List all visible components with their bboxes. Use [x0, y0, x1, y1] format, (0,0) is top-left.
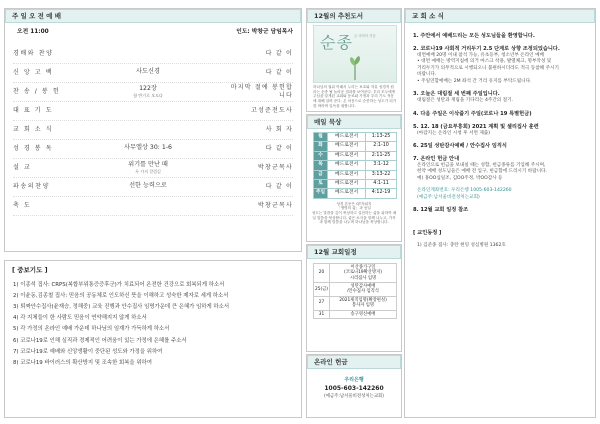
worship-row-label: 찬 송 / 봉 헌 — [13, 87, 61, 95]
news-item-account: (예금주:남서울비전성처는교회) — [417, 194, 480, 200]
worship-row-content — [71, 183, 225, 190]
worship-row — [13, 64, 293, 83]
schedule-row — [314, 296, 397, 310]
prayer-item: 5) 각 가정의 온라인 예배 가운데 하나님의 임재가 가득하게 하소서 — [13, 326, 170, 333]
news-item-account: 온라인계좌번호: 우리은행 1005-603-142260 — [417, 188, 512, 194]
member-news-title: [ 교인동정 ] — [413, 230, 442, 237]
prayer-title: [ 중보기도 ] — [12, 266, 48, 274]
bible-day: 주일 — [314, 189, 328, 198]
worship-row-label: 교 회 소 식 — [13, 125, 54, 133]
prayer-item: 7) 코로나19로 예배와 신앙생활이 중단된 성도와 가정을 위하여 — [13, 348, 163, 355]
offering-bank: 우리은행 — [344, 377, 364, 383]
worship-row — [13, 102, 293, 121]
book-cover-title: 순종 — [320, 33, 353, 52]
news-item-title: 4. 다음 주일은 이삭줍기 주일(코로나 19 특별헌금) — [413, 110, 532, 117]
news-item — [413, 188, 587, 201]
worship-row-content — [71, 145, 225, 152]
bible-book: 베드로전서 — [328, 151, 366, 160]
prayer-item: 8) 코로나19 바이러스의 확산방지 및 조속한 회복을 위하여 — [13, 360, 152, 367]
news-item-detail: 헌약 예배 성도님들은 예배 전 입구, 헌금함에 드리시기 바랍니다. — [417, 169, 547, 175]
worship-row-label: 경배와 찬양 — [13, 49, 54, 57]
bible-table — [313, 132, 397, 199]
bible-row — [314, 170, 397, 179]
worship-row-leader: 다 같 이 — [265, 144, 293, 152]
worship-row-label: 파송의찬양 — [13, 182, 50, 190]
news-header: 교 회 소 식 — [405, 9, 595, 23]
bible-row — [314, 142, 397, 151]
news-item-title: 6. 25일 성탄감사예배 / 안수집사 임직식 — [413, 143, 507, 150]
bible-reading-panel — [306, 114, 402, 242]
news-item-detail: (마감지는 온라인 시청 후 서면 제출) — [417, 130, 491, 136]
worship-row-content — [71, 86, 225, 98]
worship-row-leader: 다 같 이 — [265, 182, 293, 190]
worship-time: 오전 11:00 — [17, 29, 49, 35]
bible-row — [314, 133, 397, 142]
worship-row-leader: 박창군목사 — [258, 163, 293, 171]
worship-row-leader: 박창군목사 — [258, 201, 293, 209]
news-item-title: 8. 12월 교회 일정 참조 — [413, 207, 469, 214]
news-items — [405, 23, 595, 218]
news-item-title: 1. 주안에서 예배드리는 모든 성도님들을 환영합니다. — [413, 33, 535, 39]
schedule-panel — [306, 244, 402, 352]
bible-day: 수 — [314, 151, 328, 160]
news-item-title: 2. 코로나19 사회적 거리두기 2.5 단계로 상향 조정되었습니다. — [413, 46, 560, 53]
prayer-list — [5, 280, 301, 370]
worship-row-main: 122장 — [139, 84, 157, 92]
worship-row-sub: 두 가지 갈림길 — [135, 168, 161, 174]
worship-row-sub: 함 반기로 오도다 — [133, 92, 163, 98]
bible-book: 베드로전서 — [328, 161, 366, 170]
worship-title: 주 일 오 전 예 배 — [5, 9, 301, 23]
bible-row — [314, 161, 397, 170]
bible-day: 토 — [314, 179, 328, 188]
schedule-event: 2021제직임명(확장편성) 봉사자 임명 — [330, 296, 397, 310]
news-item-detail: • 대면 예배는 방역지침에 의거 마스크 착용, 발열체크, 명부작성 및 — [417, 59, 552, 65]
bible-day: 화 — [314, 142, 328, 151]
news-item-title: 3. 오늘은 대림절 세 번째 주일입니다. — [413, 91, 500, 98]
prayer-item: 2) 이윤동,김종철 집사: 믿음의 공동체로 인도하신 뜻을 이해하고 성숙한 제자로 세게 하소서 — [13, 292, 229, 299]
worship-row-leader: 다 같 이 — [265, 49, 293, 57]
bible-ref: 1:13-25 — [366, 133, 397, 142]
worship-rows — [13, 45, 293, 216]
bible-book: 베드로전서 — [328, 179, 366, 188]
bible-ref: 3:1-12 — [366, 161, 397, 170]
worship-row-label: 성 경 봉 독 — [13, 144, 54, 152]
prayer-panel — [4, 260, 302, 418]
prayer-item: 6) 코로나19로 인해 실직과 경제적인 어려움이 있는 가정에 은혜를 주소서 — [13, 337, 187, 344]
news-item-title: 5. 12. 18 (금요부흥회) 2021 계획 및 셀리집사 훈련 — [413, 123, 539, 130]
news-item-title: 7. 온라인 헌금 안내 — [413, 156, 460, 163]
offering-header: 온라인 헌금 — [307, 355, 401, 369]
worship-row-content — [71, 69, 225, 76]
schedule-row — [314, 310, 397, 318]
book-cover-subtitle: 존 비비어 지음 — [354, 34, 376, 38]
book-cover-image — [313, 25, 397, 83]
bible-ref: 2:11-25 — [366, 151, 397, 160]
worship-row-label: 신 앙 고 백 — [13, 68, 54, 76]
news-item-detail: 대림절은 성탄과 재림을 기다리는 4주간의 절기. — [417, 98, 513, 104]
bible-row — [314, 151, 397, 160]
worship-order-panel — [4, 8, 302, 252]
worship-row — [13, 197, 293, 216]
news-item-detail: 바랍니다. — [417, 72, 437, 78]
worship-row — [13, 178, 293, 197]
left-column — [4, 8, 302, 418]
offering-holder: (예금주:남서울비전성처는교회) — [323, 393, 385, 399]
prayer-item: 1) 이종석 집사: CRPS(복합부위통증증후군)가 치료되어 온전한 건강으로 회복되게 하소서 — [13, 281, 225, 288]
bible-book: 베드로전서 — [328, 142, 366, 151]
bible-row — [314, 189, 397, 198]
sprout-icon — [348, 54, 362, 80]
prayer-item: 4) 각 지체들이 한 사람도 믿음이 연약해지지 않게 하소서 — [13, 315, 147, 322]
news-item — [413, 33, 587, 40]
bible-ref: 4:1-11 — [366, 179, 397, 188]
worship-row-leader: 다 같 이 — [265, 68, 293, 76]
book-description: 하나님의 권위 아래서 누리는 보호와 자유 성경적 원리는 순종 될 놀라운 결과를 보여준다. 우리 모두에게 주님을 알게된 교회와 동료와 가정과 우리 기도 적응에 대해 알려 준다. 온 마음으로 순종하는 성도가 되기를 바라며 일독을 권합니다. — [313, 85, 397, 108]
worship-row — [13, 83, 293, 102]
schedule-date: 25(금) — [314, 283, 330, 297]
worship-row — [13, 121, 293, 140]
member-news-item: 1) 김준종 집사: 충탄 현밍 성심병원 1362호 — [417, 243, 506, 249]
schedule-event: 송구영신예배 — [330, 310, 397, 318]
bible-book: 베드로전서 — [328, 170, 366, 179]
worship-row-leader: 마지막 절에 봉헌합니다 — [230, 83, 293, 99]
schedule-date: 27 — [314, 296, 330, 310]
news-item — [413, 143, 587, 150]
bible-row — [314, 179, 397, 188]
schedule-date: 31 — [314, 310, 330, 318]
bible-book: 베드로전서 — [328, 133, 366, 142]
worship-row-main: 위기를 만난 때 — [128, 160, 168, 168]
bible-footer-2: 「생명의 삶」과 동일 — [337, 206, 371, 211]
worship-row-main: 선한 능력으로 — [129, 182, 167, 190]
news-item — [413, 207, 587, 214]
worship-row-leader: 고성준전도사 — [251, 106, 293, 114]
middle-column — [306, 8, 402, 418]
news-item-detail: 대면예배 20명 이내 참석 가능, 유초등부, 청소년부 온라인 예배 — [417, 53, 544, 59]
news-item-detail: 온라인으로 헌금을 보내실 때는 성함, 헌금종류를 기입해 주시며, — [417, 163, 546, 169]
bible-footer-1: 성경 본문은 QT저쉬지 — [336, 201, 372, 206]
schedule-row — [314, 283, 397, 297]
prayer-item: 3) 퇴짜안수집사(윤재승, 정해중) 교육 진행과 안수집사 임명가운데 큰 은혜가 임하게 하소서 — [13, 304, 230, 311]
worship-row-label: 대 표 기 도 — [13, 106, 54, 114]
schedule-table — [313, 263, 397, 319]
news-item — [413, 91, 587, 104]
news-item-detail: 예) 홍OO십일조, 김OO주정, 박OO감사 등 — [417, 175, 503, 181]
worship-row — [13, 140, 293, 159]
offering-panel — [306, 354, 402, 418]
bible-day: 목 — [314, 161, 328, 170]
worship-leader: 인도: 박창군 담임목사 — [236, 29, 293, 35]
book-header: 12월의 추천도서 — [307, 9, 401, 23]
bible-header: 매일 묵상 — [307, 115, 401, 129]
news-item-detail: 거리두기가 의무적으로 시행되오니 불편하시더라도 적극 동참해 주시기 — [417, 65, 559, 71]
worship-row-main: 사도신경 — [136, 68, 160, 76]
bible-ref: 3:13-22 — [366, 170, 397, 179]
worship-row-leader: 사 회 자 — [265, 125, 293, 133]
book-panel — [306, 8, 402, 112]
news-item — [413, 46, 587, 85]
worship-row — [13, 159, 293, 178]
news-item — [413, 156, 587, 182]
worship-row-label: 축 도 — [13, 201, 32, 209]
worship-row — [13, 45, 293, 64]
schedule-event: 이산종가구일 (코로나19확산방지) 시리집사 임명 — [330, 264, 397, 283]
schedule-event: 성탄감사예배 /안수집사 임직식 — [330, 283, 397, 297]
bible-day: 금 — [314, 170, 328, 179]
bible-ref: 4:12-19 — [366, 189, 397, 198]
church-news-panel — [404, 8, 596, 418]
offering-account: 1005-603-142260 — [324, 384, 384, 392]
worship-row-content — [71, 162, 225, 174]
bible-book: 베드로전서 — [328, 189, 366, 198]
bible-footer-3: 성도는 말씀을 깊이 묵상하고 실천하는 삶을 위하여 매일 말씀을 묵상합니다. 좋은 소식을 함께 나누고, 가족과 함께 말씀을 나누며 하나님을 묵상합니다. — [311, 211, 397, 225]
worship-row-label: 설 교 — [13, 163, 32, 171]
worship-row-main: 사무엘상 30: 1-6 — [124, 144, 172, 152]
news-item-detail: • 주일연합예배는 2M 좌석 간 거리 유지를 부탁드립니다. — [417, 78, 532, 84]
schedule-date: 20 — [314, 264, 330, 283]
bible-ref: 2:1-10 — [366, 142, 397, 151]
bible-day: 월 — [314, 133, 328, 142]
news-item — [413, 111, 587, 118]
news-item — [413, 124, 587, 137]
schedule-row — [314, 264, 397, 283]
schedule-header: 12월 교회일정 — [307, 245, 401, 259]
